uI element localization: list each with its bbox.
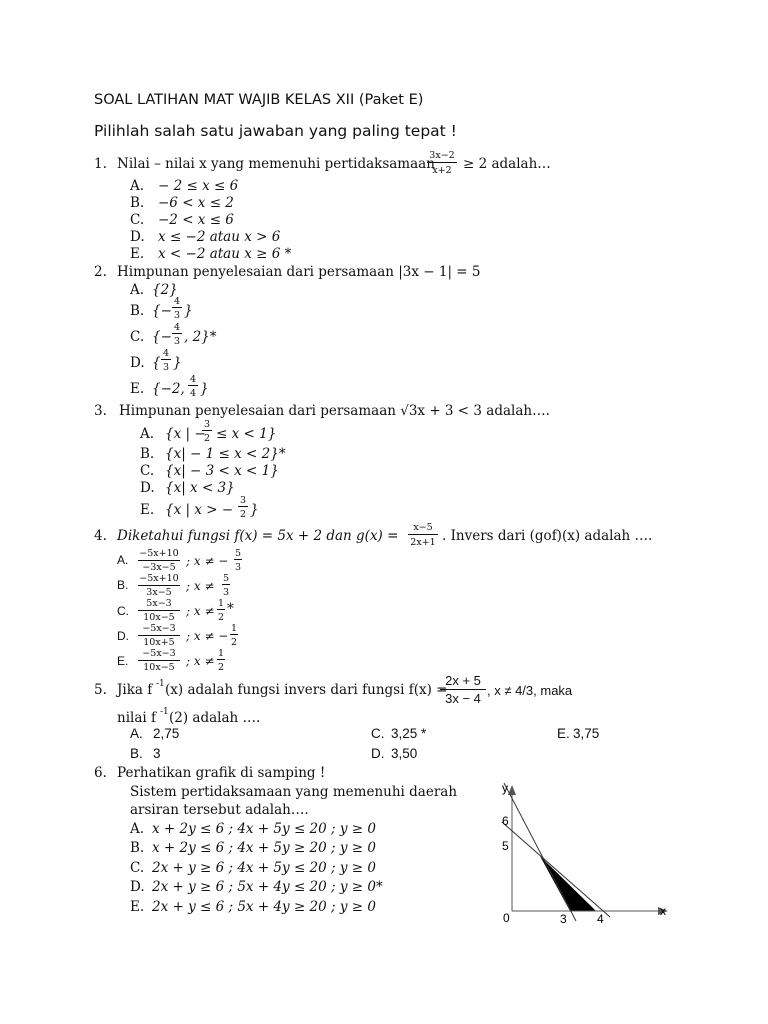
q1-text: Nilai – nilai x yang memenuhi pertidaksamaan bbox=[117, 156, 435, 172]
q4-frac-num: x−5 bbox=[408, 523, 438, 535]
q4-option-a-cnum: 5 bbox=[234, 548, 242, 559]
q2-option-c-post: , 2}* bbox=[184, 329, 217, 345]
q4-option-b-cond: ; x ≠ bbox=[186, 579, 215, 593]
q4-option-a-letter: A. bbox=[117, 553, 129, 567]
q4-option-e-den: 10x−5 bbox=[143, 662, 175, 673]
q4-option-e-cnum: 1 bbox=[217, 648, 225, 659]
q5-text-b: (x) adalah fungsi invers dari fungsi f(x) = bbox=[165, 682, 448, 698]
q4-option-b-cnum: 5 bbox=[222, 573, 230, 584]
q6-line2: Sistem pertidaksamaan yang memenuhi daerah bbox=[130, 784, 458, 800]
q5-frac-num: 2x + 5 bbox=[440, 674, 486, 690]
q2-option-e-den: 4 bbox=[189, 388, 197, 399]
q4-option-b-den: 3x−5 bbox=[146, 587, 172, 598]
q4-option-c-den: 10x−5 bbox=[143, 612, 175, 623]
q5-option-c: 3,25 * bbox=[391, 726, 427, 741]
q2-option-d-post: } bbox=[173, 355, 182, 371]
q6-option-e: 2x + y ≤ 6 ; 5x + 4y ≥ 20 ; y ≥ 0 bbox=[152, 899, 376, 915]
boundary-line-2x-y-6 bbox=[504, 783, 576, 921]
q1-frac-num: 3x−2 bbox=[427, 151, 457, 163]
q3-option-e-pre: {x | x > − bbox=[165, 502, 234, 518]
x-tick-3: 3 bbox=[560, 912, 567, 926]
q3-option-b: {x| − 1 ≤ x < 2}* bbox=[165, 446, 286, 462]
q4-option-c-post: * bbox=[227, 601, 234, 617]
q2-option-b-letter: B. bbox=[130, 303, 145, 319]
q2-option-e-pre: {−2, bbox=[152, 381, 185, 397]
q2-option-e-post: } bbox=[200, 381, 209, 397]
q6-option-a: x + 2y ≤ 6 ; 4x + 5y ≤ 20 ; y ≥ 0 bbox=[152, 821, 376, 837]
worksheet-title: SOAL LATIHAN MAT WAJIB KELAS XII (Paket E) bbox=[94, 92, 424, 108]
q4-option-c-cden: 2 bbox=[217, 612, 225, 623]
instruction-text: Pilihlah salah satu jawaban yang paling tepat ! bbox=[94, 122, 457, 140]
q2-option-b-den: 3 bbox=[173, 310, 181, 321]
q4-option-b-letter: B. bbox=[117, 578, 129, 592]
q1-option-c-letter: C. bbox=[130, 212, 145, 228]
q5-text-c: , x ≠ 4/3, maka bbox=[487, 683, 573, 698]
q3-option-a-den: 2 bbox=[203, 433, 211, 444]
q2-option-c-letter: C. bbox=[130, 329, 145, 345]
x-axis-label: x bbox=[660, 904, 666, 918]
x-tick-4: 4 bbox=[597, 912, 604, 926]
q2-text: Himpunan penyelesaian dari persamaan |3x − 1| = 5 bbox=[117, 264, 481, 280]
y-tick-6: 6 bbox=[502, 814, 509, 828]
q5-option-e: 3,75 bbox=[573, 726, 600, 741]
q4-text-a: Diketahui fungsi f(x) = 5x + 2 dan g(x) = bbox=[117, 528, 399, 544]
q3-option-e-post: } bbox=[250, 502, 259, 518]
q4-option-c-letter: C. bbox=[117, 604, 129, 618]
q3-option-b-letter: B. bbox=[140, 446, 155, 462]
q4-option-e-num: −5x−3 bbox=[138, 649, 180, 661]
q6-option-a-letter: A. bbox=[130, 821, 145, 837]
q1-option-c: −2 < x ≤ 6 bbox=[158, 212, 234, 228]
q6-option-c: 2x + y ≥ 6 ; 4x + 5y ≤ 20 ; y ≥ 0 bbox=[152, 860, 376, 876]
q6-option-b-letter: B. bbox=[130, 840, 145, 856]
q2-number: 2. bbox=[94, 264, 107, 280]
q1-option-d: x ≤ −2 atau x > 6 bbox=[158, 229, 281, 245]
q5-text-a: Jika f bbox=[117, 682, 153, 698]
q5-line2-a: nilai f bbox=[117, 710, 156, 726]
q4-option-d-letter: D. bbox=[117, 629, 129, 643]
q2-option-d-num: 4 bbox=[162, 348, 170, 359]
q1-option-a-letter: A. bbox=[130, 178, 145, 194]
q5-line2-b: (2) adalah …. bbox=[169, 710, 261, 726]
q2-option-c-num: 4 bbox=[173, 322, 181, 333]
q3-option-e-den: 2 bbox=[239, 509, 247, 520]
q1-option-d-letter: D. bbox=[130, 229, 145, 245]
q6-option-d: 2x + y ≥ 6 ; 5x + 4y ≤ 20 ; y ≥ 0* bbox=[152, 879, 383, 895]
q6-option-d-letter: D. bbox=[130, 879, 145, 895]
shaded-region bbox=[540, 856, 596, 911]
q3-option-d: {x| x < 3} bbox=[165, 480, 235, 496]
q5-option-d-letter: D. bbox=[371, 746, 385, 761]
q5-option-d: 3,50 bbox=[391, 746, 418, 761]
q4-option-a-cond: ; x ≠ − bbox=[186, 554, 229, 568]
q4-option-e-cond: ; x ≠ bbox=[186, 654, 215, 668]
q6-text: Perhatikan grafik di samping ! bbox=[117, 765, 326, 781]
q4-option-a-num: −5x+10 bbox=[139, 548, 179, 559]
q4-text-b: . Invers dari (gof)(x) adalah …. bbox=[442, 528, 653, 544]
q6-option-e-letter: E. bbox=[130, 899, 145, 915]
q3-option-c-letter: C. bbox=[140, 463, 155, 479]
q4-option-e-cden: 2 bbox=[217, 662, 225, 673]
q2-option-d-den: 3 bbox=[162, 362, 170, 373]
q5-option-b: 3 bbox=[153, 746, 161, 761]
q3-option-d-letter: D. bbox=[140, 480, 155, 496]
q2-option-d-letter: D. bbox=[130, 355, 145, 371]
q2-option-b-num: 4 bbox=[173, 296, 181, 307]
q4-number: 4. bbox=[94, 528, 107, 544]
q3-option-a-letter: A. bbox=[140, 426, 155, 442]
q4-option-c-cnum: 1 bbox=[217, 598, 225, 609]
q5-option-a: 2,75 bbox=[153, 726, 180, 741]
q3-number: 3. bbox=[94, 403, 107, 419]
q3-option-e-letter: E. bbox=[140, 502, 155, 518]
q2-option-b-pre: {− bbox=[152, 303, 172, 319]
q3-option-c: {x| − 3 < x < 1} bbox=[165, 463, 279, 479]
q4-option-e-letter: E. bbox=[117, 654, 129, 668]
q2-option-b-post: } bbox=[184, 303, 193, 319]
q2-option-e-letter: E. bbox=[130, 381, 145, 397]
q3-option-a-pre: {x | − bbox=[165, 426, 206, 442]
q3-option-a-num: 3 bbox=[203, 419, 211, 430]
q5-option-c-letter: C. bbox=[371, 726, 385, 741]
q6-option-b: x + 2y ≤ 6 ; 4x + 5y ≥ 20 ; y ≥ 0 bbox=[152, 840, 376, 856]
q2-option-c-pre: {− bbox=[152, 329, 172, 345]
q3-text: Himpunan penyelesaian dari persamaan √3x + 3 < 3 adalah…. bbox=[119, 403, 550, 419]
q4-option-d-cden: 2 bbox=[230, 637, 238, 648]
q5-number: 5. bbox=[94, 682, 107, 698]
q1-text-after: ≥ 2 adalah… bbox=[463, 156, 551, 172]
q4-option-a-den: −3x−5 bbox=[142, 562, 176, 573]
q2-option-a-letter: A. bbox=[130, 282, 145, 298]
q5-superscript: -1 bbox=[156, 679, 165, 689]
q4-option-b-num: −5x+10 bbox=[139, 573, 179, 584]
q4-option-a-cden: 3 bbox=[234, 562, 242, 573]
q4-option-b-cden: 3 bbox=[222, 587, 230, 598]
q2-option-c-den: 3 bbox=[173, 336, 181, 347]
q1-option-e-letter: E. bbox=[130, 246, 145, 262]
q6-line3: arsiran tersebut adalah…. bbox=[130, 802, 309, 818]
q5-option-a-letter: A. bbox=[130, 726, 143, 741]
q2-option-d-pre: { bbox=[152, 355, 161, 371]
q4-option-d-num: −5x−3 bbox=[138, 624, 180, 636]
q1-number: 1. bbox=[94, 156, 107, 172]
q5-frac-den: 3x − 4 bbox=[445, 691, 481, 706]
q1-option-b-letter: B. bbox=[130, 195, 145, 211]
boundary-line-5x-4y-20 bbox=[502, 822, 610, 917]
q6-graph bbox=[480, 775, 680, 935]
q4-option-c-cond: ; x ≠ bbox=[186, 604, 215, 618]
q5-option-b-letter: B. bbox=[130, 746, 143, 761]
origin-label: 0 bbox=[503, 911, 510, 925]
q1-option-a: − 2 ≤ x ≤ 6 bbox=[158, 178, 239, 194]
q1-option-b: −6 < x ≤ 2 bbox=[158, 195, 234, 211]
q4-option-d-cnum: 1 bbox=[230, 623, 238, 634]
q6-number: 6. bbox=[94, 765, 107, 781]
y-axis-label: y bbox=[502, 781, 508, 795]
q2-option-e-num: 4 bbox=[189, 374, 197, 385]
q1-option-e: x < −2 atau x ≥ 6 * bbox=[158, 246, 292, 262]
q4-frac-den: 2x+1 bbox=[410, 537, 436, 548]
y-tick-5: 5 bbox=[502, 839, 509, 853]
q1-frac-den: x+2 bbox=[432, 165, 452, 176]
q3-option-e-num: 3 bbox=[239, 495, 247, 506]
q4-option-d-den: 10x+5 bbox=[143, 637, 175, 648]
q6-option-c-letter: C. bbox=[130, 860, 145, 876]
q4-option-c-num: 5x−3 bbox=[138, 599, 180, 611]
q5-option-e-letter: E. bbox=[557, 726, 570, 741]
q5-line2-superscript: -1 bbox=[160, 707, 169, 717]
q4-option-d-cond: ; x ≠ − bbox=[186, 629, 229, 643]
q3-option-a-post: ≤ x < 1} bbox=[216, 426, 277, 442]
q2-option-a: {2} bbox=[152, 282, 178, 298]
